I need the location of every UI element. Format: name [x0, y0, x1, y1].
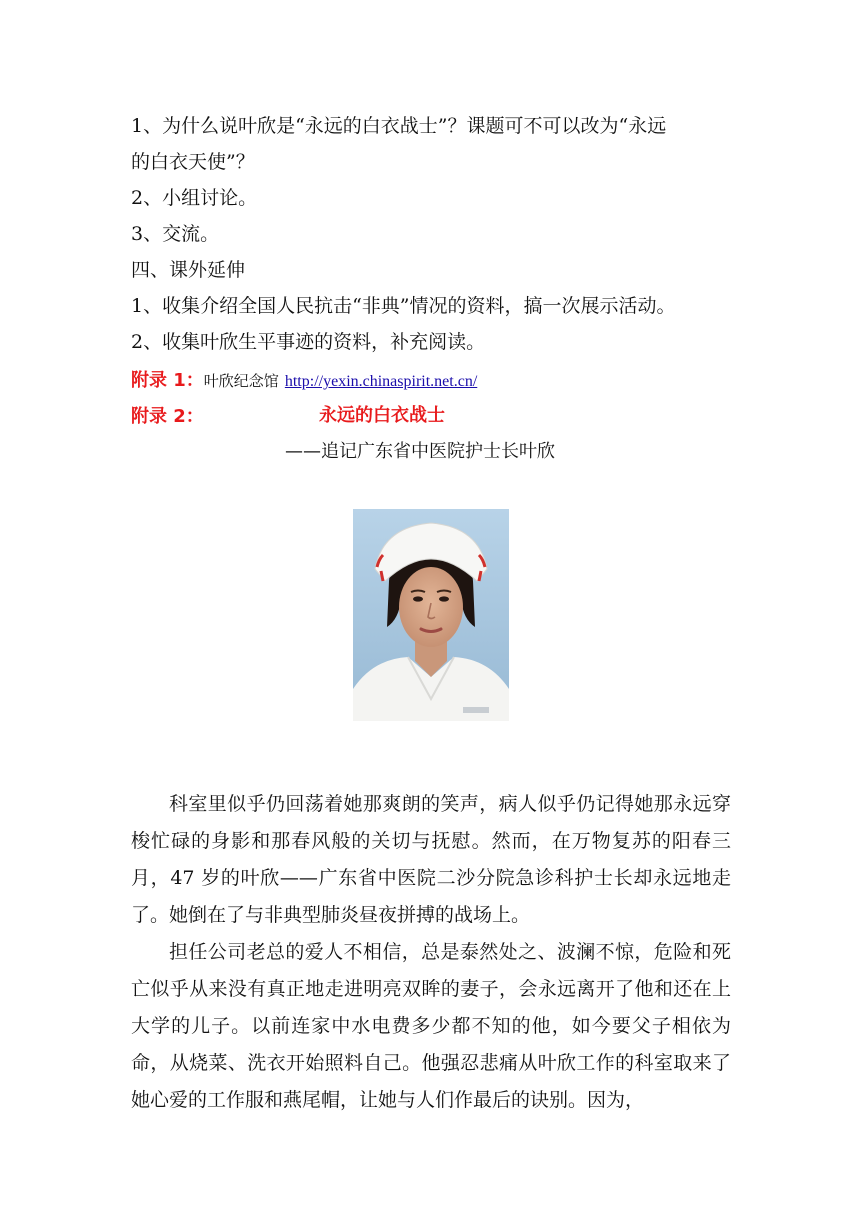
section-4-item-1: 1、收集介绍全国人民抗击“非典”情况的资料，搞一次展示活动。 [131, 295, 676, 317]
article-title: 永远的白衣战士 [319, 405, 445, 426]
appendix-2-label-line [131, 398, 204, 435]
nurse-portrait-photo [353, 509, 509, 721]
question-3: 3、交流。 [131, 223, 220, 245]
question-1-line-2: 的白衣天使”？ [131, 151, 255, 173]
question-1-line-1: 1、为什么说叶欣是“永远的白衣战士”？课题可不可以改为“永远 [131, 115, 667, 137]
appendix-2-label: 附录 2： [131, 406, 204, 427]
memorial-link[interactable]: http://yexin.chinaspirit.net.cn/ [284, 373, 478, 390]
appendix-1-text: 叶欣纪念馆 [203, 372, 279, 390]
article-paragraph-1: 科室里似乎仍回荡着她那爽朗的笑声，病人似乎仍记得她那永远穿梭忙碌的身影和那春风般的关切与抚慰。然而，在万物复苏的阳春三月，47 岁的叶欣——广东省中医院二沙分院急诊科护士长却永远地走了。她倒在了与非典型肺炎昼夜拼搏的战场上。 [131, 793, 731, 926]
question-2: 2、小组讨论。 [131, 187, 258, 209]
article-paragraph-2: 担任公司老总的爱人不相信，总是泰然处之、波澜不惊，危险和死亡似乎从来没有真正地走进明亮双眸的妻子，会永远离开了他和还在上大学的儿子。以前连家中水电费多少都不知的他，如今要父子相依为命，从烧菜、洗衣开始照料自己。他强忍悲痛从叶欣工作的科室取来了她心爱的工作服和燕尾帽，让她与人们作最后的诀别。因为， [131, 941, 731, 1111]
article-subtitle: ——追记广东省中医院护士长叶欣 [285, 441, 555, 462]
appendix-1 [131, 362, 477, 400]
appendix-1-label: 附录 1： [131, 370, 204, 391]
nurse-portrait-icon [353, 509, 509, 721]
section-4-heading: 四、课外延伸 [131, 259, 246, 281]
section-4-item-2: 2、收集叶欣生平事迹的资料，补充阅读。 [131, 331, 486, 353]
